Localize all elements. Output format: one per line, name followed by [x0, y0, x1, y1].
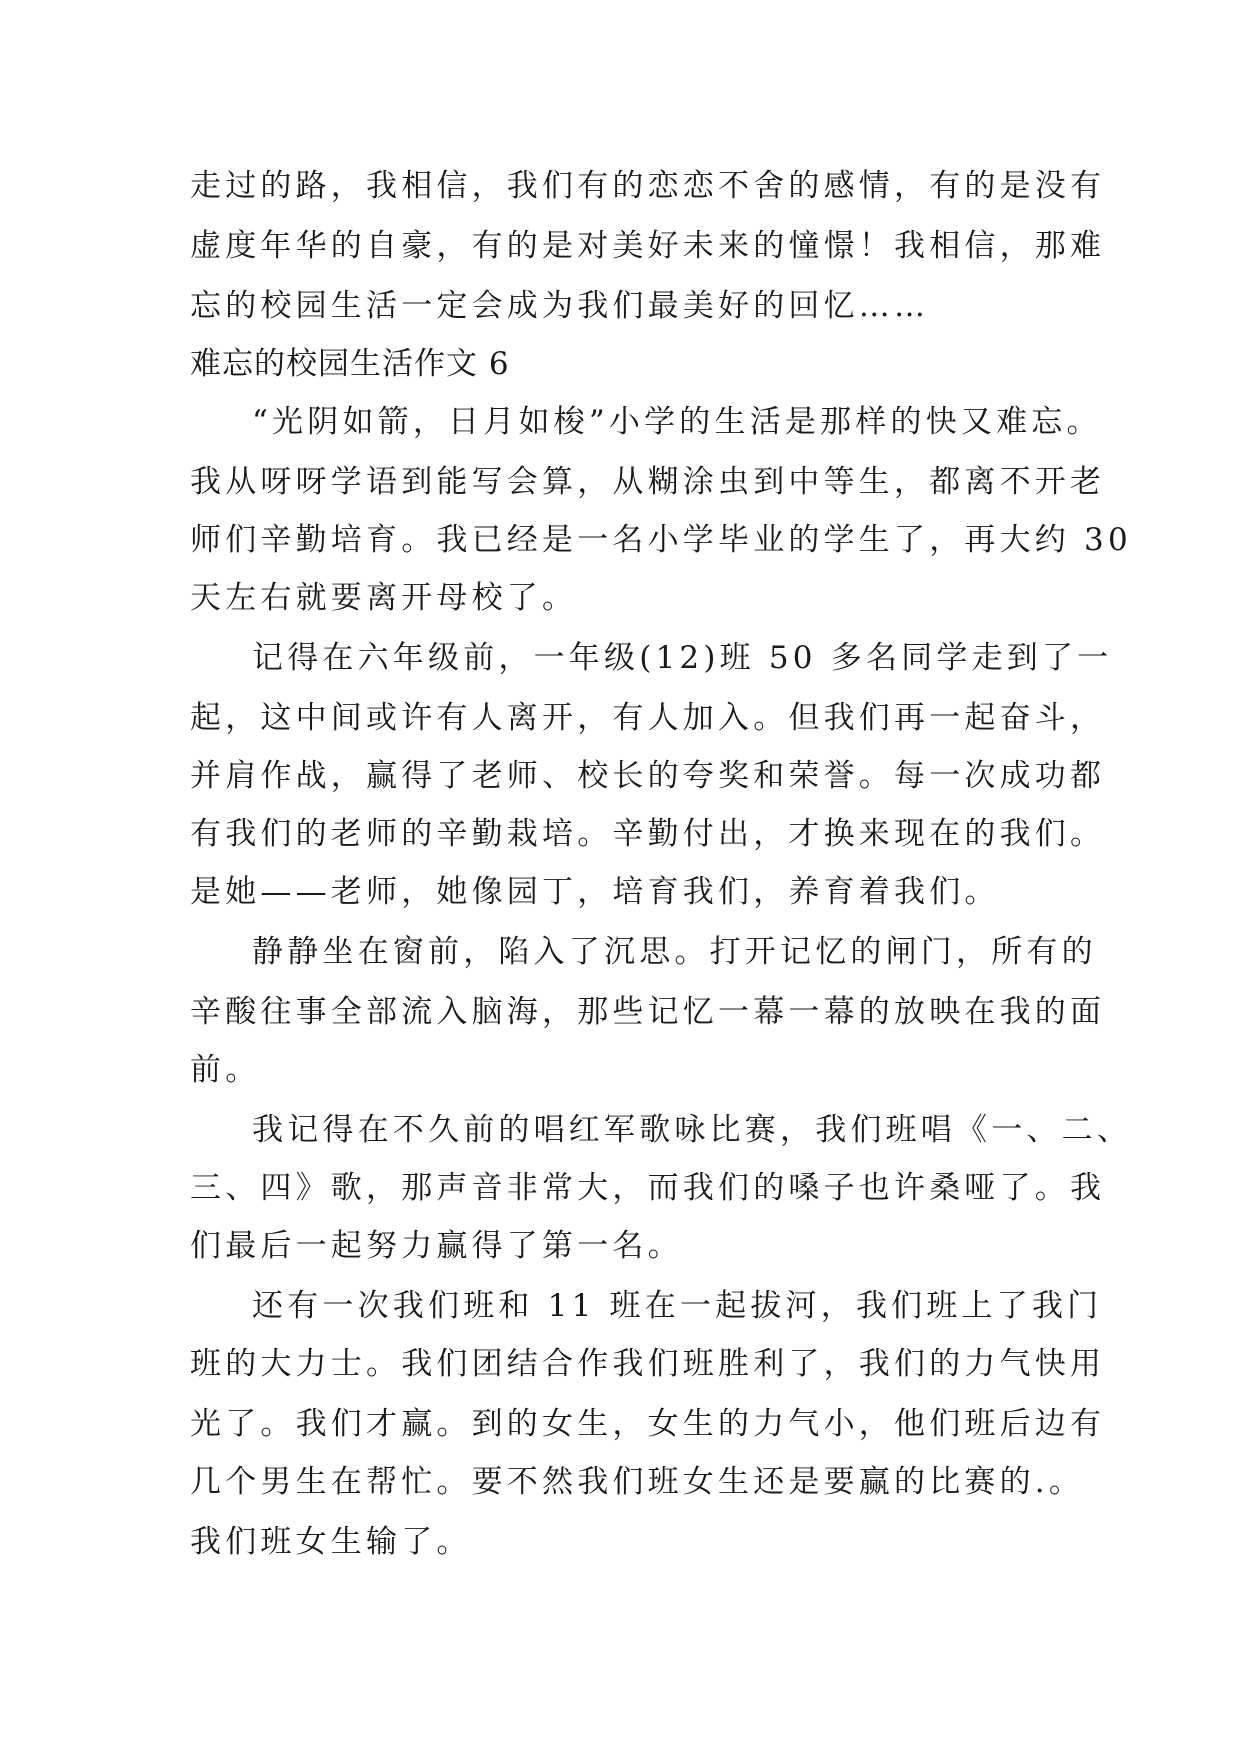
text-line: 天左右就要离开母校了。 [190, 580, 578, 616]
text-line: 辛酸往事全部流入脑海，那些记忆一幕一幕的放映在我的面 [190, 994, 1106, 1030]
section-title: 难忘的校园生活作文 6 [190, 346, 510, 382]
text-line: 虚度年华的自豪，有的是对美好未来的憧憬！我相信，那难 [190, 228, 1106, 264]
text-line: 并肩作战，赢得了老师、校长的夸奖和荣誉。每一次成功都 [190, 758, 1106, 794]
text-line: 有我们的老师的辛勤栽培。辛勤付出，才换来现在的我们。 [190, 816, 1106, 852]
text-line: 是她——老师，她像园丁，培育我们，养育着我们。 [190, 874, 1000, 910]
text-line: 记得在六年级前，一年级(12)班 50 多名同学走到了一 [252, 640, 1113, 676]
text-line: “光阴如箭，日月如梭”小学的生活是那样的快又难忘。 [252, 404, 1102, 440]
text-line: 我记得在不久前的唱红军歌咏比赛，我们班唱《一、二、 [252, 1112, 1132, 1148]
text-line: 们最后一起努力赢得了第一名。 [190, 1228, 683, 1264]
text-line: 我从呀呀学语到能写会算，从糊涂虫到中等生，都离不开老 [190, 464, 1106, 500]
text-line: 班的大力士。我们团结合作我们班胜利了，我们的力气快用 [190, 1346, 1106, 1382]
text-line: 师们辛勤培育。我已经是一名小学毕业的学生了，再大约 30 [190, 522, 1132, 558]
text-line: 还有一次我们班和 11 班在一起拔河，我们班上了我门 [252, 1288, 1103, 1324]
text-line: 起，这中间或许有人离开，有人加入。但我们再一起奋斗， [190, 700, 1106, 736]
text-line: 几个男生在帮忙。要不然我们班女生还是要赢的比赛的.。 [190, 1464, 1085, 1500]
text-line: 光了。我们才赢。到的女生，女生的力气小，他们班后边有 [190, 1406, 1106, 1442]
text-line: 三、四》歌，那声音非常大，而我们的嗓子也许桑哑了。我 [190, 1170, 1106, 1206]
text-line: 前。 [190, 1052, 261, 1088]
text-line: 我们班女生输了。 [190, 1524, 472, 1560]
text-line: 走过的路，我相信，我们有的恋恋不舍的感情，有的是没有 [190, 168, 1106, 204]
text-line: 忘的校园生活一定会成为我们最美好的回忆…… [190, 288, 930, 324]
text-line: 静静坐在窗前，陷入了沉思。打开记忆的闸门，所有的 [252, 934, 1097, 970]
